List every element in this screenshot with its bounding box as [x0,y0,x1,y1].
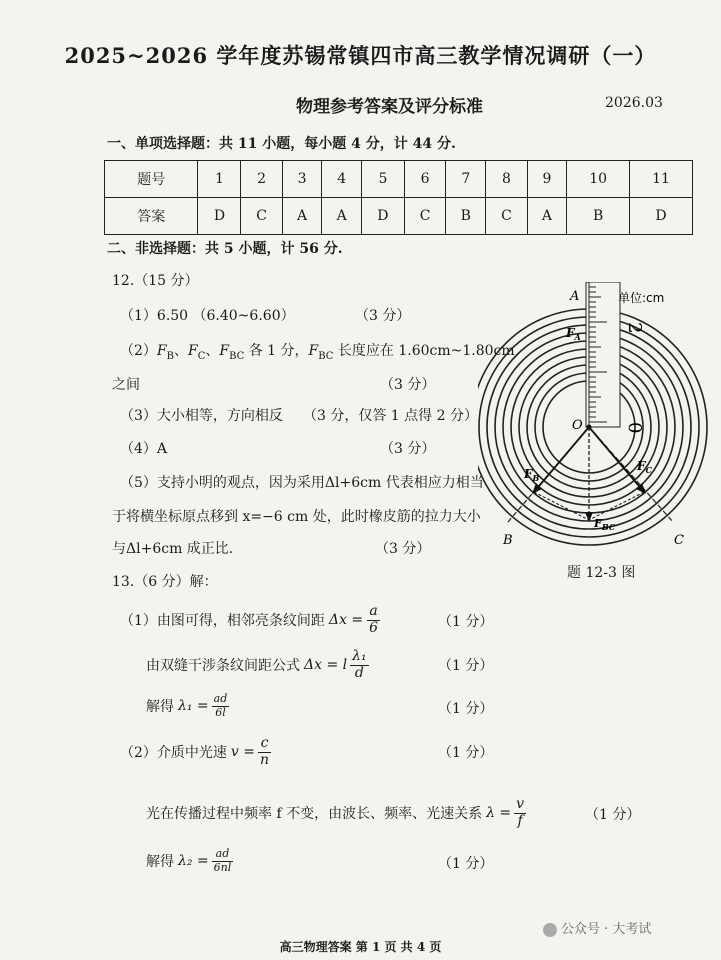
text: F [594,517,602,530]
math-lhs: Δx = [328,612,364,628]
denominator: 6l [215,705,226,719]
label-O: O [572,418,583,433]
wechat-icon [543,923,557,937]
fraction [212,693,230,718]
table-cell: 5 [361,161,404,198]
table-row-answers [105,198,693,235]
row-label-question: 题号 [105,161,198,198]
label-A: A [570,289,580,304]
q13-title: 13.（6 分）解： [112,574,218,590]
q13-line6-score: （1 分） [438,856,494,872]
text: B [166,350,174,362]
table-cell: C [241,198,282,235]
table-cell: 10 [567,161,630,198]
q12-part4: （4）A [120,441,168,457]
table-row-numbers [105,161,693,198]
q13-line1 [120,600,380,640]
table-cell: A [322,198,362,235]
figure-12-3 [478,282,721,554]
q12-part5-line1: （5）支持小明的观点，因为采用Δl+6cm 代表相应力相当 [120,475,484,491]
denominator: f [517,812,523,829]
table-cell: 1 [198,161,241,198]
table-cell: C [486,198,527,235]
denominator: 6 [369,619,379,636]
q13-line1-score: （1 分） [438,614,494,630]
table-cell: C [404,198,445,235]
text: C [197,350,206,362]
table-cell: A [527,198,567,235]
text: （2）介质中光速 [120,745,227,761]
q12-part4-score: （3 分） [380,441,436,457]
text: F [524,467,533,481]
table-cell: 6 [404,161,445,198]
text: 解得 [146,699,174,715]
ruler-tick-0: 0 [624,422,645,434]
q13-line3 [146,688,229,724]
figure-caption: 题 12-3 图 [567,565,636,581]
math-lhs: Δx = l [304,657,348,673]
q12-part2-score: （3 分） [380,377,436,393]
fraction [350,649,369,681]
fraction [258,736,271,768]
table-cell: D [630,198,693,235]
q12-title: 12.（15 分） [112,273,199,289]
math-lhs: λ₂ = [178,853,209,869]
table-cell: B [567,198,630,235]
q13-line3-score: （1 分） [438,701,494,717]
text: F [219,343,230,359]
text: （1）由图可得，相邻亮条纹间距 [120,613,325,629]
q13-line2-score: （1 分） [438,658,494,674]
q12-part1: （1）6.50 （6.40~6.60） [120,308,295,324]
numerator: a [367,604,380,620]
q12-part5-line2: 于将横坐标原点移到 x=−6 cm 处，此时橡皮筋的拉力大小 [112,509,481,525]
label-C: C [674,533,684,548]
table-cell: 7 [446,161,486,198]
page-footer: 高三物理答案 第 1 页 共 4 页 [279,940,442,954]
q13-line5 [146,792,526,834]
text: F [156,343,167,359]
text: 各 1 分， [244,343,309,359]
document-subtitle: 物理参考答案及评分标准 [296,97,483,117]
row-label-answer: 答案 [105,198,198,235]
ruler [586,282,620,427]
document-title: 2025~2026 学年度苏锡常镇四市高三教学情况调研（一） [64,43,657,68]
text: 、 [205,343,220,359]
table-cell: 3 [282,161,322,198]
table-cell: 4 [322,161,362,198]
fraction [367,604,380,636]
math-lhs: v = [230,744,256,760]
text: 、 [174,343,188,359]
section2-heading: 二、非选择题：共 5 小题，计 56 分. [107,241,343,257]
table-cell: A [282,198,322,235]
q12-part3: （3）大小相等，方向相反 [120,408,283,424]
label-FB [523,467,540,483]
q13-line5-score: （1 分） [585,807,641,823]
text: （2） [120,343,157,359]
fraction [514,797,526,829]
label-B: B [503,533,513,548]
watermark-text: 公众号 · 大考试 [561,922,652,937]
numerator: ad [212,848,234,861]
q13-line2 [146,643,369,687]
table-cell: 11 [630,161,693,198]
q12-part2 [120,340,515,362]
table-cell: D [198,198,241,235]
text: C [645,465,652,475]
point-O [587,425,592,430]
fraction [212,848,234,873]
table-cell: 2 [241,161,282,198]
ruler-tick-2: 2 [624,322,645,334]
text: BC [318,350,334,362]
math-lhs: λ = [486,805,512,821]
watermark [543,918,651,937]
text: F [308,343,319,359]
q12-part1-score: （3 分） [355,308,411,324]
unit-label: 单位:cm [618,291,665,305]
label-FA [565,326,581,342]
text: BC [601,522,616,532]
q12-part3-score: （3 分，仅答 1 点得 2 分） [303,408,478,424]
document-date: 2026.03 [605,95,663,111]
q13-line4-score: （1 分） [438,745,494,761]
text: 由双缝干涉条纹间距公式 [146,658,300,674]
numerator: v [516,796,525,813]
q12-part2-line2: 之间 [112,377,140,393]
text: F [188,343,198,359]
math-lhs: λ₁ = [178,698,209,714]
denominator: d [354,664,364,681]
section1-heading: 一、单项选择题：共 11 小题，每小题 4 分，计 44 分. [107,136,456,152]
table-cell: 9 [527,161,567,198]
text: B [532,473,540,483]
text: 解得 [146,854,174,870]
text: 光在传播过程中频率 f 不变，由波长、频率、光速关系 [146,806,483,822]
numerator: c [258,736,271,752]
table-cell: D [361,198,404,235]
q13-line6 [146,842,233,880]
denominator: 6nl [213,860,232,874]
q12-part5-score: （3 分） [375,541,431,557]
text: BC [229,350,245,362]
answer-table [104,160,693,235]
numerator: λ₁ [352,648,367,665]
denominator: n [260,751,270,768]
text: F [566,326,575,340]
text: A [574,332,581,342]
text: F [637,459,646,473]
text: 长度应在 1.60cm~1.80cm [333,343,515,359]
table-cell: 8 [486,161,527,198]
q13-line4 [120,732,271,772]
table-cell: B [446,198,486,235]
q12-part5-line3: 与Δl+6cm 成正比. [112,541,234,557]
numerator: ad [213,692,228,706]
